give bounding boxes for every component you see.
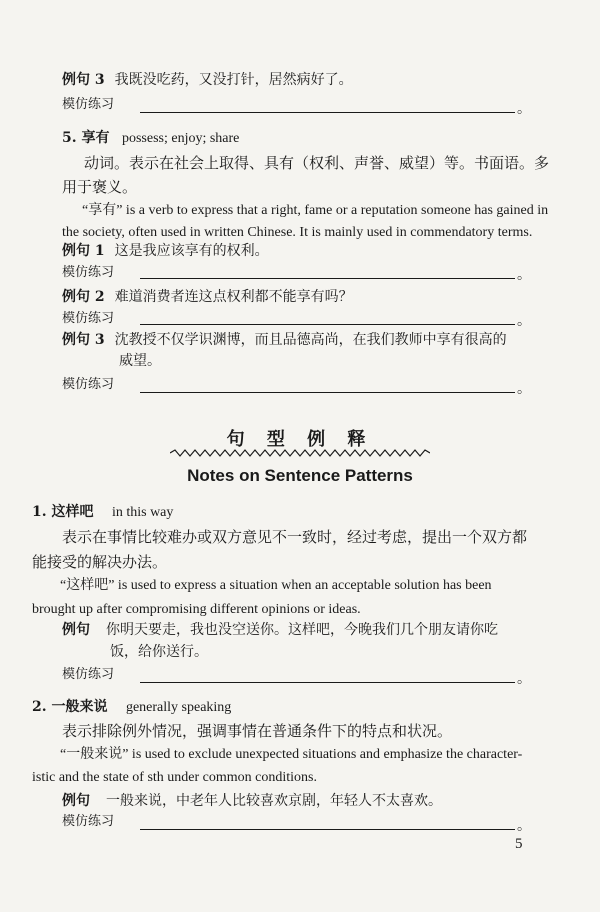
pattern-heading [32, 697, 231, 718]
definition-en: “一般来说” is used to exclude unexpected situations and emphasize the character- [60, 747, 523, 762]
vocab-gloss: possess; enjoy; share [121, 131, 240, 146]
practice-row [62, 95, 114, 115]
example-sentence [62, 287, 353, 307]
decorative-divider [170, 449, 430, 457]
practice-blank-row: 。 [140, 264, 531, 285]
example-text-cont: 饭，给你送行。 [110, 644, 208, 660]
practice-blank[interactable] [140, 378, 515, 393]
definition-cn: 动词。表示在社会上取得、具有（权利、声誉、威望）等。书面语。多 [84, 154, 550, 172]
example-text: 难道消费者连这点权利都不能享有吗？ [114, 289, 353, 305]
example-text: 沈教授不仅学识渊博，而且品德高尚，在我们教师中享有很高的 [114, 332, 507, 348]
practice-label: 模仿练习 [62, 311, 115, 326]
example-text: 你明天要走，我也没空送你。这样吧，今晚我们几个朋友请你吃 [106, 622, 498, 638]
vocab-heading [62, 128, 239, 149]
vocab-term: 5. 享有 [62, 130, 110, 146]
definition-cn-cont: 能接受的解决办法。 [32, 553, 168, 571]
practice-blank[interactable] [140, 264, 515, 279]
definition-cn: 表示排除例外情况，强调事情在普通条件下的特点和状况。 [62, 722, 453, 740]
example-text-cont: 威望。 [119, 353, 161, 369]
practice-blank[interactable] [140, 98, 515, 113]
definition-cn-cont: 用于褒义。 [62, 178, 138, 196]
example-text: 这是我应该享有的权利。 [114, 243, 269, 259]
example-label: 例句 [62, 622, 90, 638]
practice-blank[interactable] [140, 815, 515, 830]
definition-cn: 表示在事情比较难办或双方意见不一致时，经过考虑，提出一个双方都 [62, 528, 528, 546]
example-label: 例句 3 [62, 332, 105, 348]
pattern-term: 1. 这样吧 [32, 504, 94, 520]
example-label: 例句 1 [62, 243, 105, 259]
practice-blank-row: 。 [140, 668, 531, 689]
definition-en-cont: the society, often used in written Chinese. It is mainly used in commendatory terms. [62, 225, 533, 240]
example-sentence [62, 791, 442, 811]
example-text: 我既没吃药，又没打针，居然病好了。 [114, 72, 353, 88]
practice-label: 模仿练习 [62, 667, 115, 682]
section-heading-cn: 句 型 例 释 [226, 429, 374, 450]
pattern-term: 2. 一般来说 [32, 699, 108, 715]
example-sentence [62, 330, 507, 350]
practice-blank-row: 。 [140, 98, 531, 119]
practice-label: 模仿练习 [62, 265, 115, 280]
page-number: 5 [515, 836, 523, 852]
practice-label: 模仿练习 [62, 814, 115, 829]
practice-blank-row: 。 [140, 378, 531, 399]
pattern-gloss: in this way [111, 505, 174, 520]
definition-en: “享有” is a verb to express that a right, fame or a reputation someone has gained in [82, 203, 549, 218]
practice-blank[interactable] [140, 668, 515, 683]
practice-label: 模仿练习 [62, 377, 115, 392]
practice-blank-row: 。 [140, 815, 531, 836]
example-label: 例句 2 [62, 289, 105, 305]
example-sentence [62, 241, 269, 261]
definition-en-cont: brought up after compromising different opinions or ideas. [32, 602, 361, 617]
section-heading-en: Notes on Sentence Patterns [187, 466, 413, 485]
example-label: 例句 3 [62, 72, 105, 88]
practice-blank[interactable] [140, 310, 515, 325]
pattern-gloss: generally speaking [125, 700, 232, 715]
example-text: 一般来说，中老年人比较喜欢京剧，年轻人不太喜欢。 [106, 793, 442, 809]
practice-label: 模仿练习 [62, 97, 115, 112]
example-sentence [62, 70, 353, 90]
pattern-heading [32, 502, 173, 523]
practice-blank-row: 。 [140, 310, 531, 331]
definition-en: “这样吧” is used to express a situation when an acceptable solution has been [60, 578, 492, 593]
example-sentence [62, 620, 498, 640]
definition-en-cont: istic and the state of sth under common conditions. [32, 770, 318, 785]
example-label: 例句 [62, 793, 90, 809]
